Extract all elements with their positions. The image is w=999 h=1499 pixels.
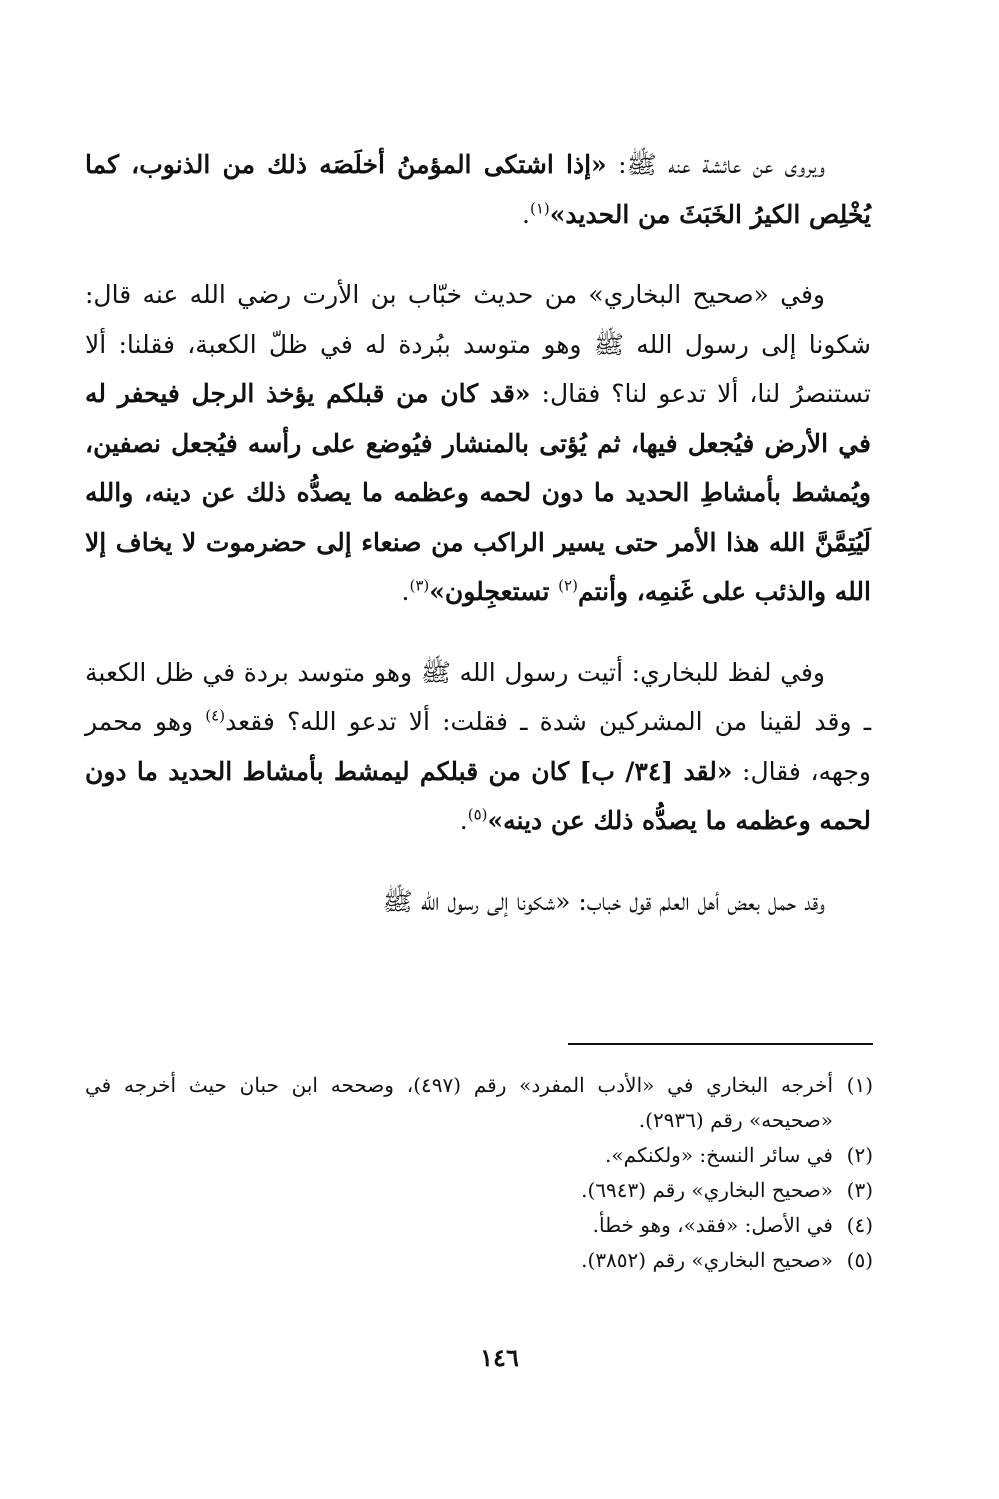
footnote-text: في الأصل: «فقد»، وهو خطأ.	[592, 1213, 833, 1237]
text-run: وفي لفظ للبخاري: أتيت رسول الله ﷺ وهو متوسد بردة في ظل الكعبة ـ وقد لقينا من المشركين شدة ـ فقلت: ألا تدعو الله؟ فقعد	[85, 657, 872, 736]
footnote-ref: (١)	[529, 199, 550, 218]
footnote-ref: (٤)	[205, 706, 226, 725]
quoted-hadith: تستعجِلون»	[429, 577, 559, 606]
paragraph	[85, 140, 871, 239]
footnote-number: (٥)	[846, 1248, 873, 1272]
quoted-hadith: «قد كان من قبلكم يؤخذ الرجل فيحفر له في الأرض فيُجعل فيها، ثم يُؤتى بالمنشار فيُوضع على رأسه فيُجعل نصفين، ويُمشط بأمشاطِ الحديد ما دون لحمه وعظمه ما يصدُّه ذلك عن دينه، والله لَيُتِمَّنَّ الله هذا الأمر حتى يسير الراكب من صنعاء إلى حضرموت لا يخاف إلا الله والذئب على غَنمِه، وأنتم	[85, 379, 871, 606]
text-run: وفي «صحيح البخاري» من حديث خبّاب بن الأرت رضي الله عنه قال: شكونا إلى رسول الله ﷺ وهو متوسد ببُردة له في ظلّ الكعبة، فقلنا: ألا تستنصرُ لنا، ألا تدعو لنا؟ فقال:	[85, 280, 871, 408]
footnote	[85, 1138, 873, 1173]
quoted-hadith: «لقد [٣٤/ ب] كان من قبلكم ليمشط بأمشاط الحديد ما دون لحمه وعظمه ما يصدُّه ذلك عن دينه»	[85, 756, 871, 835]
footnote	[85, 1243, 873, 1278]
paragraph	[85, 648, 871, 846]
text-run: .	[401, 577, 410, 606]
footnote-ref: (٢)	[558, 576, 578, 595]
text-run: .	[522, 199, 530, 229]
text-run: وقد حمل بعض أهل العلم قول خباب: «شكونا إلى رسول الله ﷺ	[382, 886, 825, 916]
paragraph	[85, 877, 871, 927]
footnote-text: «صحيح البخاري» رقم (٣٨٥٢).	[581, 1248, 833, 1272]
footnote-text: في سائر النسخ: «ولكنكم».	[605, 1143, 833, 1167]
footnote	[85, 1208, 873, 1243]
footnote-text: «صحيح البخاري» رقم (٦٩٤٣).	[581, 1178, 833, 1202]
footnote-number: (٣)	[846, 1178, 873, 1202]
quoted-hadith: «إذا اشتكى المؤمنُ أخلَصَه ذلك من الذنوب، كما يُخْلِص الكيرُ الخَبَثَ من الحديد»	[85, 150, 871, 229]
footnote	[85, 1173, 873, 1208]
footnote-ref: (٣)	[409, 576, 430, 595]
text-run: ويروى عن عائشة عنه ﷺ:	[606, 150, 825, 179]
footnote-number: (٢)	[846, 1143, 873, 1167]
text-run: وهو محمر وجهه، فقال:	[85, 707, 871, 786]
footnote-number: (١)	[846, 1073, 873, 1097]
main-text	[85, 140, 871, 957]
footnote	[85, 1068, 873, 1138]
footnote-text: أخرجه البخاري في «الأدب المفرد» رقم (٤٩٧)، وصححه ابن حبان حيث أخرجه في «صحيحه» رقم (٢٩٣٦).	[85, 1073, 833, 1132]
footnotes	[85, 1068, 873, 1278]
footnote-number: (٤)	[846, 1213, 873, 1237]
paragraph	[85, 270, 871, 617]
footnote-separator	[568, 1043, 873, 1045]
page-number: ١٤٦	[480, 1343, 519, 1372]
text-run: .	[459, 806, 468, 835]
footnote-ref: (٥)	[467, 805, 488, 824]
